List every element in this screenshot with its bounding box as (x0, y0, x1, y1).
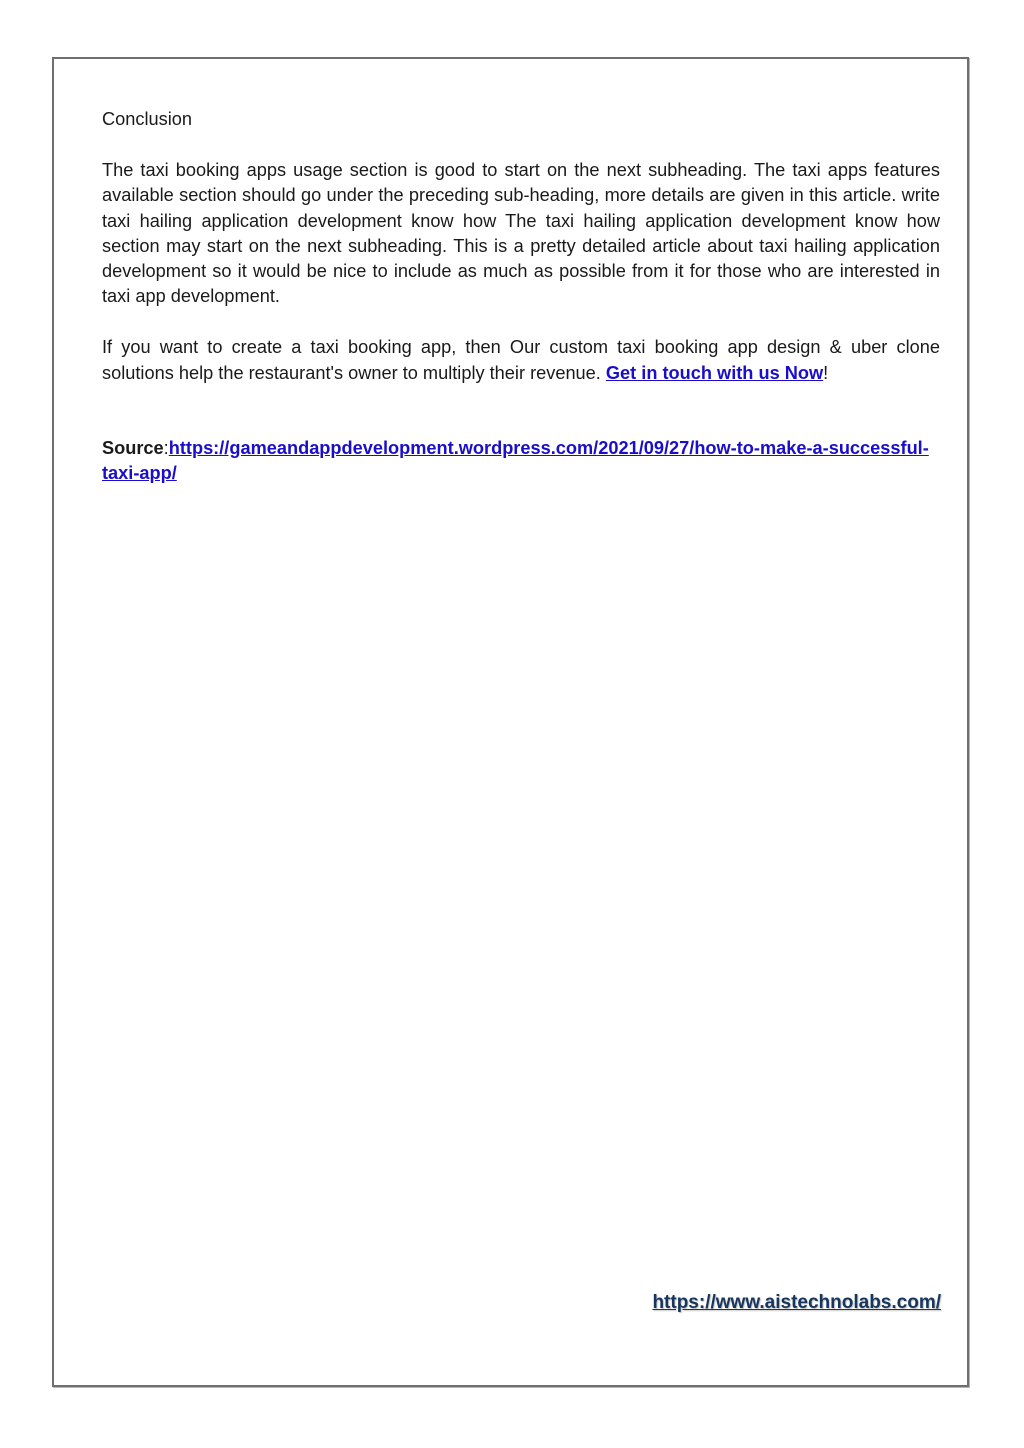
source-line (102, 436, 940, 486)
footer-website-link[interactable]: https://www.aistechnolabs.com/ (652, 1292, 941, 1313)
conclusion-paragraph: The taxi booking apps usage section is good to start on the next subheading. The taxi apps features available section should go under the preceding sub-heading, more details are given in this article. write taxi hailing application development know how The taxi hailing application development know how section may start on the next subheading. This is a pretty detailed article about taxi hailing application development so it would be nice to include as much as possible from it for those who are interested in taxi app development. (102, 160, 940, 307)
cta-text: If you want to create a taxi booking app, then Our custom taxi booking app design & uber clone solutions help the restaurant's owner to multiply their revenue. (102, 337, 940, 383)
source-label: Source (102, 437, 164, 458)
cta-paragraph (102, 335, 940, 385)
contact-link[interactable]: Get in touch with us Now (605, 362, 824, 383)
section-heading: Conclusion (102, 109, 192, 129)
source-link[interactable]: https://gameandappdevelopment.wordpress.com/2021/09/27/how-to-make-a-successful-taxi-app/ (102, 437, 929, 484)
document-body (102, 107, 940, 512)
cta-exclamation: ! (823, 362, 829, 383)
source-separator: : (163, 437, 169, 458)
